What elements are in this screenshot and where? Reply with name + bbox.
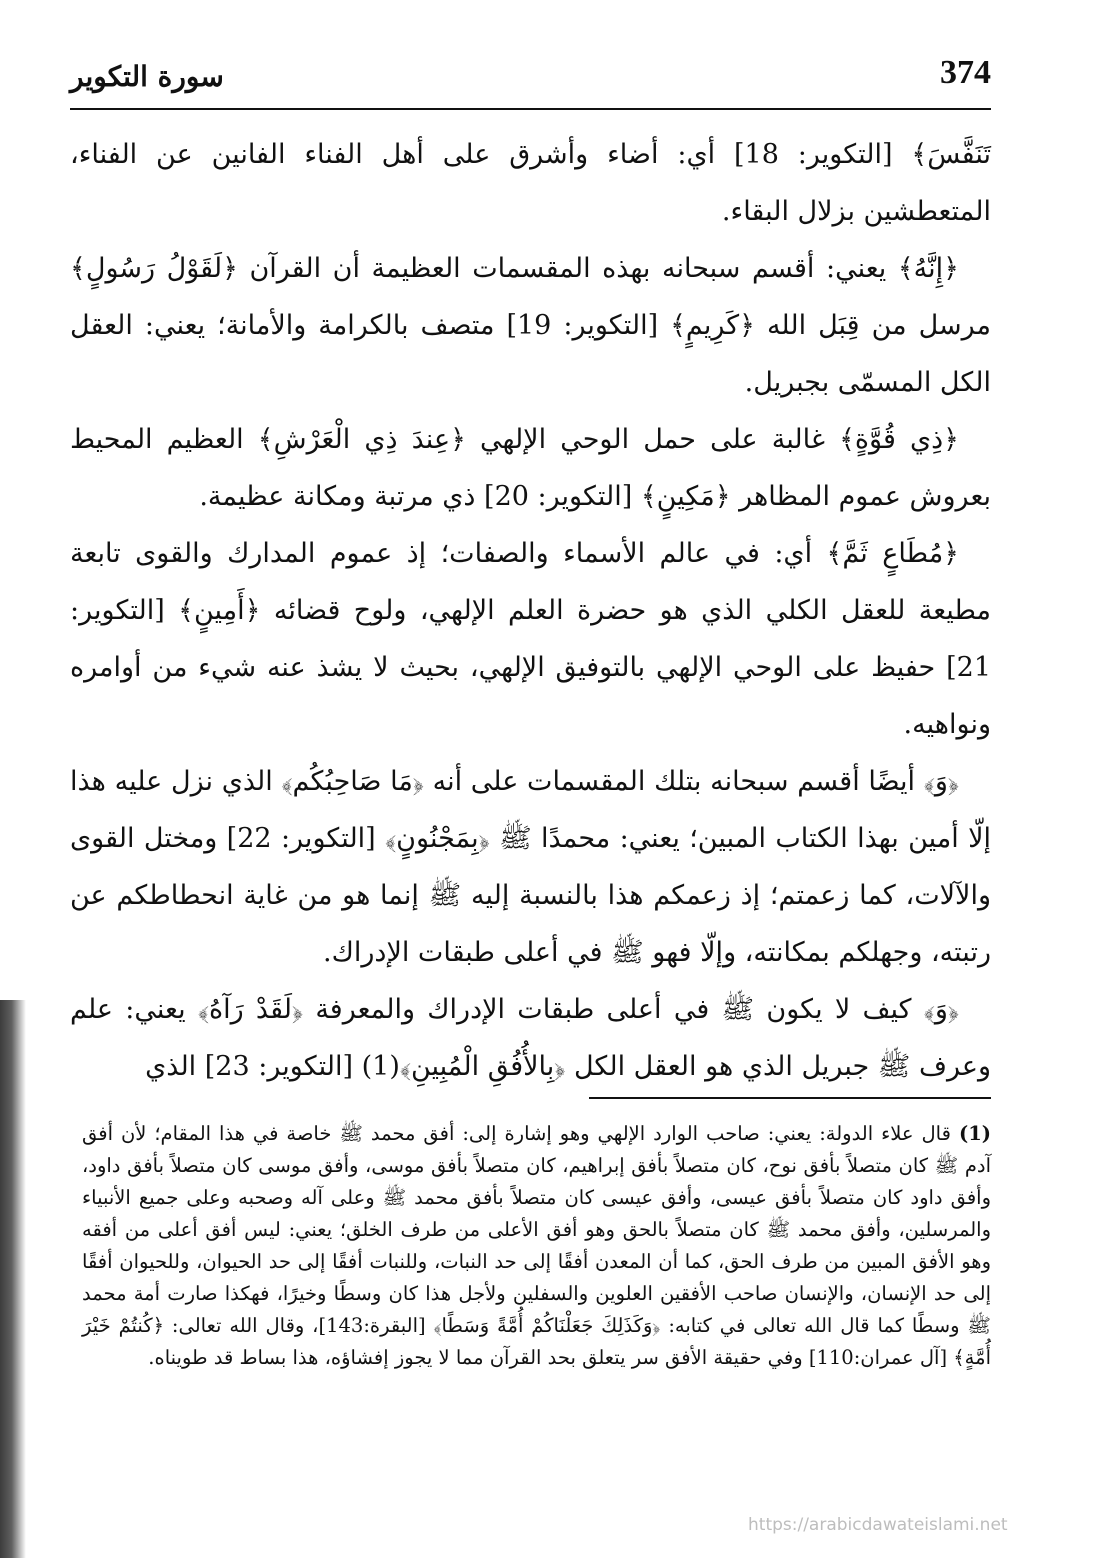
main-text (70, 126, 991, 1095)
paragraph: تَنَفَّسَ﴾ [التكوير: 18] أي: أضاء وأشرق على أهل الفناء الفانين عن الفناء، المتعطشين بزلال البقاء. (70, 139, 991, 227)
paragraph: ﴿إِنَّهُ﴾ يعني: أقسم سبحانه بهذه المقسمات العظيمة أن القرآن ﴿لَقَوْلُ رَسُولٍ﴾ مرسل من قِبَل الله ﴿كَرِيمٍ﴾ [التكوير: 19] متصف بالكرامة والأمانة؛ يعني: العقل الكل المسمّى بجبريل. (70, 253, 992, 398)
paragraph: ﴿ذِي قُوَّةٍ﴾ غالبة على حمل الوحي الإلهي ﴿عِندَ ذِي الْعَرْشِ﴾ العظيم المحيط بعروش عموم المظاهر ﴿مَكِينٍ﴾ [التكوير: 20] ذي مرتبة ومكانة عظيمة. (70, 424, 991, 512)
footnote-text: قال علاء الدولة: يعني: صاحب الوارد الإلهي وهو إشارة إلى: أفق محمد ﷺ خاصة في هذا المقام؛ لأن أفق آدم ﷺ كان متصلاً بأفق نوح، كان متصلاً بأفق إبراهيم، كان متصلاً بأفق موسى، وأفق موسى كان متصلاً بأفق داود، وأفق داود كان متصلاً بأفق عيسى، وأفق عيسى كان متصلاً بأفق محمد ﷺ وعلى آله وصحبه وعلى جميع الأنبياء والمرسلين، وأفق محمد ﷺ كان متصلاً بالحق وهو أفق الأعلى من طرف الخلق؛ يعني: ليس أفق أعلى من أفقه وهو الأفق المبين من طرف الحق، كما أن المعدن أفقًا إلى حد النبات، وللنبات أفقًا إلى حد الحيوان، وللحيوان أفقًا إلى حد الإنسان، والإنسان صاحب الأفقين العلوين والسفلين ولأجل هذا كان وسطًا وخيرًا، فهكذا صارت أمة محمد ﷺ وسطًا كما قال الله تعالى في كتابه: ﴿وَكَذَلِكَ جَعَلْنَاكُمْ أُمَّةً وَسَطًا﴾ [البقرة:143]، وقال الله تعالى: ﴿كُنتُمْ خَيْرَ أُمَّةٍ﴾ [آل عمران:110] وفي حقيقة الأفق سر يتعلق بحد القرآن مما لا يجوز إفشاؤه، هذا بساط قد طويناه. (82, 1122, 991, 1369)
footnote-divider (589, 1097, 991, 1099)
page-header (70, 48, 991, 110)
scan-shadow-edge (0, 1000, 26, 1558)
footnote-number: (1) (958, 1122, 991, 1145)
paragraph: ﴿وَ﴾ أيضًا أقسم سبحانه بتلك المقسمات على أنه ﴿مَا صَاحِبُكُم﴾ الذي نزل عليه هذا إلّا أمين بهذا الكتاب المبين؛ يعني: محمدًا ﷺ ﴿بِمَجْنُونٍ﴾ [التكوير: 22] ومختل القوى والآلات، كما زعمتم؛ إذ زعمكم هذا بالنسبة إليه ﷺ إنما هو من غاية انحطاطكم عن رتبته، وجهلكم بمكانته، وإلّا فهو ﷺ في أعلى طبقات الإدراك. (70, 766, 991, 968)
footnote (82, 1118, 991, 1374)
watermark-url: https://arabicdawateislami.net (748, 1515, 1008, 1535)
surah-title: سورة التكوير (70, 60, 224, 93)
paragraph: ﴿مُطَاعٍ ثَمَّ﴾ أي: في عالم الأسماء والصفات؛ إذ عموم المدارك والقوى تابعة مطيعة للعقل الكلي الذي هو حضرة العلم الإلهي، ولوح قضائه ﴿أَمِينٍ﴾ [التكوير: 21] حفيظ على الوحي الإلهي بالتوفيق الإلهي، بحيث لا يشذ عنه شيء من أوامره ونواهيه. (70, 538, 991, 740)
page-number: 374 (940, 54, 991, 91)
paragraph: ﴿وَ﴾ كيف لا يكون ﷺ في أعلى طبقات الإدراك والمعرفة ﴿لَقَدْ رَآهُ﴾ يعني: علم وعرف ﷺ جبريل الذي هو العقل الكل ﴿بِالأُفُقِ الْمُبِينِ﴾(1) [التكوير: 23] الذي (70, 994, 991, 1082)
